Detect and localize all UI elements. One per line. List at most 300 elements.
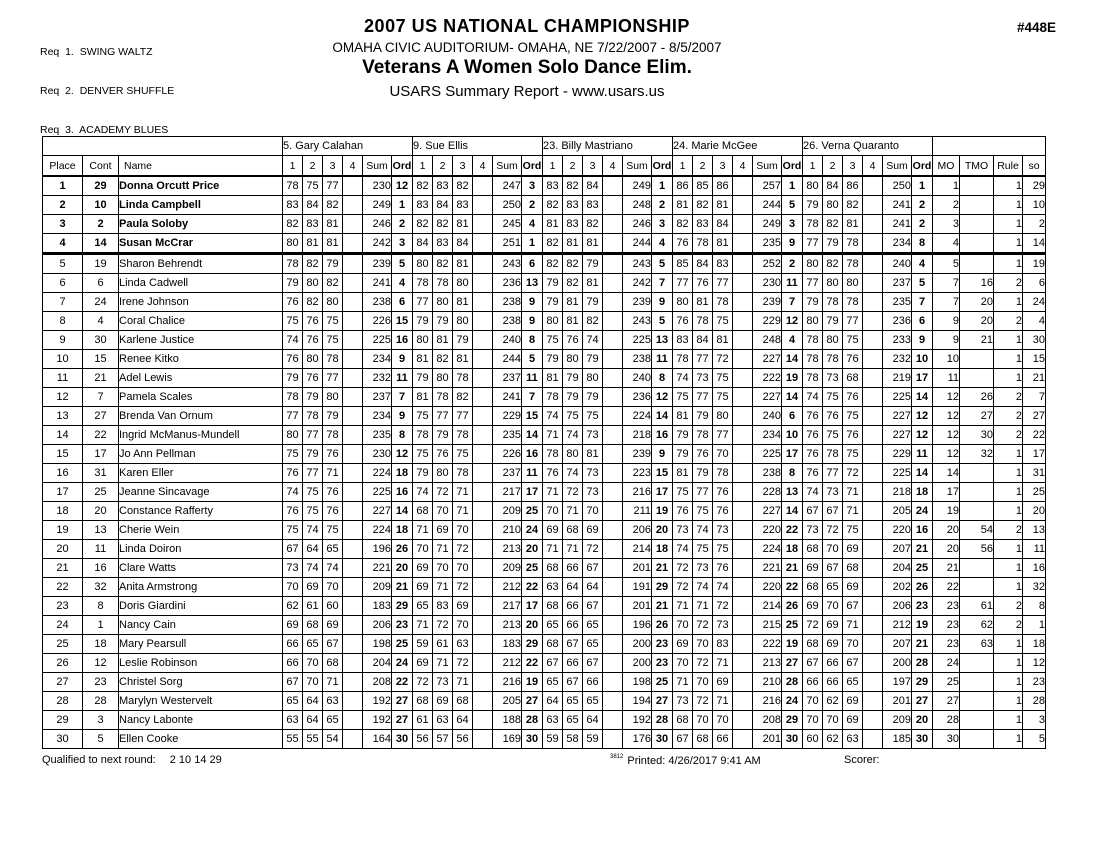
name-header: Name xyxy=(119,156,283,177)
total-majority-ordinal-cell xyxy=(960,196,994,215)
skater-name-cell: Brenda Van Ornum xyxy=(119,407,283,426)
judge-ordinal-cell: 6 xyxy=(782,407,803,426)
judge-score-cell: 83 xyxy=(453,196,473,215)
judge-ordinal-cell: 3 xyxy=(652,215,673,234)
judge-ordinal-cell: 11 xyxy=(522,464,543,483)
judge-score-cell: 74 xyxy=(543,407,563,426)
ord-header: Ord xyxy=(522,156,543,177)
judge-sum-cell: 221 xyxy=(753,559,782,578)
judge-score-cell xyxy=(863,196,883,215)
contestant-number-cell: 1 xyxy=(83,616,119,635)
judge-score-cell: 80 xyxy=(803,176,823,196)
judge-ordinal-cell: 30 xyxy=(782,730,803,749)
judge-score-cell: 64 xyxy=(543,692,563,711)
judge-sum-cell: 208 xyxy=(363,673,392,692)
judge-score-cell: 71 xyxy=(433,578,453,597)
skate-order-cell: 10 xyxy=(1023,196,1046,215)
judge-score-cell: 68 xyxy=(323,654,343,673)
judge-ordinal-cell: 19 xyxy=(912,616,933,635)
judge-score-cell xyxy=(343,692,363,711)
judge-score-cell: 75 xyxy=(323,331,343,350)
judge-ordinal-cell: 9 xyxy=(392,407,413,426)
judge-sum-cell: 197 xyxy=(883,673,912,692)
judge-sum-cell: 213 xyxy=(493,540,522,559)
judge-ordinal-cell: 8 xyxy=(652,369,673,388)
judge-score-cell xyxy=(603,597,623,616)
judge-score-cell: 63 xyxy=(543,711,563,730)
rule-cell: 1 xyxy=(994,196,1023,215)
total-majority-ordinal-cell xyxy=(960,350,994,369)
total-majority-ordinal-cell xyxy=(960,176,994,196)
judge-score-cell: 69 xyxy=(843,711,863,730)
table-row xyxy=(43,293,1046,312)
judge-ordinal-cell: 9 xyxy=(652,293,673,312)
judge-sum-cell: 212 xyxy=(493,578,522,597)
judge-score-cell: 82 xyxy=(823,254,843,274)
judge-score-cell xyxy=(733,521,753,540)
contestant-number-cell: 8 xyxy=(83,597,119,616)
rule-cell: 1 xyxy=(994,654,1023,673)
contestant-number-cell: 32 xyxy=(83,578,119,597)
scorer-label: Scorer: xyxy=(844,754,880,766)
judge-sum-cell: 242 xyxy=(623,274,652,293)
skater-name-cell: Susan McCrar xyxy=(119,234,283,254)
judge-score-cell xyxy=(473,369,493,388)
judge-sum-cell: 232 xyxy=(883,350,912,369)
judge-score-cell: 79 xyxy=(413,312,433,331)
skater-name-cell: Karlene Justice xyxy=(119,331,283,350)
judge-score-cell: 78 xyxy=(673,350,693,369)
judge-sum-cell: 216 xyxy=(493,673,522,692)
judge-score-cell xyxy=(473,234,493,254)
judge-score-cell: 64 xyxy=(453,711,473,730)
judge-score-cell: 74 xyxy=(563,426,583,445)
skater-name-cell: Renee Kitko xyxy=(119,350,283,369)
column-header-row xyxy=(43,156,1046,177)
judge-ordinal-cell: 12 xyxy=(392,176,413,196)
judge-score-cell xyxy=(343,215,363,234)
judge-score-cell xyxy=(603,692,623,711)
judge-score-cell xyxy=(733,234,753,254)
score-col-header: 4 xyxy=(603,156,623,177)
judge-score-cell: 71 xyxy=(453,483,473,502)
judge-ordinal-cell: 11 xyxy=(912,445,933,464)
judge-score-cell xyxy=(473,540,493,559)
judge-sum-cell: 214 xyxy=(623,540,652,559)
skate-order-cell: 20 xyxy=(1023,502,1046,521)
judge-ordinal-cell: 16 xyxy=(522,445,543,464)
print-code: 3812 xyxy=(610,754,624,760)
total-majority-ordinal-cell: 62 xyxy=(960,616,994,635)
place-cell: 14 xyxy=(43,426,83,445)
judge-score-cell xyxy=(473,521,493,540)
judge-sum-cell: 192 xyxy=(623,711,652,730)
majority-ordinal-cell: 25 xyxy=(933,673,960,692)
sum-header: Sum xyxy=(883,156,912,177)
majority-ordinal-cell: 11 xyxy=(933,369,960,388)
judge-score-cell: 81 xyxy=(583,234,603,254)
judge-ordinal-cell: 19 xyxy=(782,369,803,388)
judge-score-cell: 68 xyxy=(803,578,823,597)
judge-score-cell: 75 xyxy=(693,502,713,521)
total-majority-ordinal-cell xyxy=(960,215,994,234)
judge-score-cell xyxy=(343,331,363,350)
judge-ordinal-cell: 11 xyxy=(652,350,673,369)
judge-score-cell: 82 xyxy=(303,293,323,312)
total-majority-ordinal-cell: 27 xyxy=(960,407,994,426)
printed-value: 4/26/2017 9:41 AM xyxy=(668,755,761,767)
table-row xyxy=(43,369,1046,388)
judge-score-cell: 80 xyxy=(303,350,323,369)
table-row xyxy=(43,654,1046,673)
judge-ordinal-cell: 9 xyxy=(912,331,933,350)
judge-ordinal-cell: 11 xyxy=(782,274,803,293)
judge-score-cell: 84 xyxy=(713,215,733,234)
judge-score-cell: 79 xyxy=(413,369,433,388)
skate-order-cell: 17 xyxy=(1023,445,1046,464)
total-majority-ordinal-cell: 54 xyxy=(960,521,994,540)
judge-score-cell: 84 xyxy=(693,331,713,350)
judge-score-cell xyxy=(603,293,623,312)
judge-sum-cell: 206 xyxy=(363,616,392,635)
judge-sum-cell: 208 xyxy=(753,711,782,730)
judge-sum-cell: 211 xyxy=(623,502,652,521)
judge-score-cell xyxy=(343,293,363,312)
judge-score-cell: 79 xyxy=(303,388,323,407)
judge-score-cell: 76 xyxy=(303,331,323,350)
skate-order-cell: 8 xyxy=(1023,597,1046,616)
judge-score-cell: 76 xyxy=(693,274,713,293)
judge-sum-cell: 205 xyxy=(883,502,912,521)
judge-ordinal-cell: 12 xyxy=(912,407,933,426)
judge-score-cell: 67 xyxy=(803,502,823,521)
judge-sum-cell: 215 xyxy=(753,616,782,635)
judge-score-cell: 70 xyxy=(453,559,473,578)
judge-score-cell: 81 xyxy=(453,254,473,274)
judge-score-cell: 75 xyxy=(583,407,603,426)
contestant-number-cell: 15 xyxy=(83,350,119,369)
judge-ordinal-cell: 27 xyxy=(782,654,803,673)
judge-score-cell: 75 xyxy=(713,540,733,559)
judge-score-cell: 55 xyxy=(303,730,323,749)
judge-score-cell xyxy=(863,350,883,369)
skater-name-cell: Mary Pearsull xyxy=(119,635,283,654)
skater-name-cell: Paula Soloby xyxy=(119,215,283,234)
judge-sum-cell: 248 xyxy=(753,331,782,350)
judge-score-cell: 82 xyxy=(543,196,563,215)
total-majority-ordinal-cell xyxy=(960,254,994,274)
judge-score-cell: 70 xyxy=(713,445,733,464)
judge-ordinal-cell: 12 xyxy=(912,426,933,445)
judge-score-cell xyxy=(863,540,883,559)
tmo-header: TMO xyxy=(960,156,994,177)
judge-sum-cell: 225 xyxy=(623,331,652,350)
judge-score-cell: 67 xyxy=(283,540,303,559)
report-number: #448E xyxy=(1016,20,1056,35)
judge-score-cell: 73 xyxy=(693,369,713,388)
judge-score-cell xyxy=(343,673,363,692)
judge-score-cell: 70 xyxy=(843,635,863,654)
judge-score-cell xyxy=(733,426,753,445)
judge-ordinal-cell: 1 xyxy=(392,196,413,215)
table-row xyxy=(43,331,1046,350)
judge-ordinal-cell: 27 xyxy=(912,692,933,711)
judge-score-cell: 79 xyxy=(583,293,603,312)
judge-score-cell: 77 xyxy=(693,388,713,407)
judge-score-cell: 69 xyxy=(823,616,843,635)
judge-sum-cell: 192 xyxy=(363,711,392,730)
judge-score-cell: 76 xyxy=(283,350,303,369)
judge-sum-cell: 164 xyxy=(363,730,392,749)
judge-score-cell: 63 xyxy=(323,692,343,711)
judge-score-cell: 70 xyxy=(693,711,713,730)
judge-score-cell xyxy=(473,464,493,483)
rule-cell: 1 xyxy=(994,711,1023,730)
place-cell: 8 xyxy=(43,312,83,331)
judge-score-cell xyxy=(733,176,753,196)
judge-ordinal-cell: 22 xyxy=(522,654,543,673)
judge-score-cell xyxy=(863,445,883,464)
judge-ordinal-cell: 14 xyxy=(912,464,933,483)
majority-ordinal-cell: 4 xyxy=(933,234,960,254)
judge-score-cell: 70 xyxy=(583,502,603,521)
judge-score-cell: 59 xyxy=(543,730,563,749)
majority-ordinal-cell: 23 xyxy=(933,635,960,654)
judge-score-cell: 75 xyxy=(823,426,843,445)
qualified-line xyxy=(42,754,222,766)
judge-ordinal-cell: 5 xyxy=(392,254,413,274)
majority-ordinal-cell: 2 xyxy=(933,196,960,215)
judge-score-cell xyxy=(863,254,883,274)
judge-score-cell: 74 xyxy=(713,578,733,597)
judge-score-cell xyxy=(603,559,623,578)
judge-score-cell xyxy=(473,254,493,274)
judge-score-cell: 79 xyxy=(803,196,823,215)
judge-score-cell: 76 xyxy=(713,559,733,578)
judge-ordinal-cell: 21 xyxy=(392,578,413,597)
judge-sum-cell: 222 xyxy=(753,369,782,388)
judge-score-cell: 73 xyxy=(673,521,693,540)
table-row xyxy=(43,692,1046,711)
judge-score-cell: 86 xyxy=(673,176,693,196)
judge-ordinal-cell: 24 xyxy=(912,502,933,521)
judge-score-cell: 74 xyxy=(803,388,823,407)
judge-sum-cell: 241 xyxy=(883,196,912,215)
judge-sum-cell: 225 xyxy=(363,331,392,350)
judge-sum-cell: 251 xyxy=(493,234,522,254)
judge-score-cell xyxy=(343,464,363,483)
judge-score-cell: 77 xyxy=(303,464,323,483)
judge-score-cell: 80 xyxy=(323,293,343,312)
judge-score-cell xyxy=(733,331,753,350)
judge-score-cell: 71 xyxy=(453,502,473,521)
place-cell: 28 xyxy=(43,692,83,711)
judge-ordinal-cell: 8 xyxy=(522,331,543,350)
judge-score-cell: 78 xyxy=(453,369,473,388)
judge-ordinal-cell: 8 xyxy=(392,426,413,445)
judge-score-cell: 82 xyxy=(563,274,583,293)
table-row xyxy=(43,176,1046,196)
judge-score-cell: 68 xyxy=(543,635,563,654)
judge-ordinal-cell: 20 xyxy=(522,540,543,559)
judge-score-cell: 66 xyxy=(713,730,733,749)
judge-score-cell: 82 xyxy=(433,215,453,234)
place-cell: 6 xyxy=(43,274,83,293)
judge-ordinal-cell: 26 xyxy=(392,540,413,559)
judge-score-cell: 72 xyxy=(433,616,453,635)
judge-sum-cell: 210 xyxy=(493,521,522,540)
total-majority-ordinal-cell xyxy=(960,730,994,749)
judge-score-cell: 80 xyxy=(433,293,453,312)
judge-score-cell: 76 xyxy=(303,369,323,388)
table-row xyxy=(43,274,1046,293)
judge-ordinal-cell: 14 xyxy=(652,407,673,426)
judge-score-cell: 85 xyxy=(673,254,693,274)
judge-score-cell: 75 xyxy=(323,312,343,331)
judge-score-cell: 75 xyxy=(283,521,303,540)
judge-ordinal-cell: 9 xyxy=(652,445,673,464)
judge-sum-cell: 226 xyxy=(493,445,522,464)
table-row xyxy=(43,730,1046,749)
judge-score-cell: 82 xyxy=(283,215,303,234)
judge-score-cell: 82 xyxy=(323,274,343,293)
judge-ordinal-cell: 13 xyxy=(652,331,673,350)
total-majority-ordinal-cell xyxy=(960,673,994,692)
table-head xyxy=(43,137,1046,177)
judge-score-cell: 78 xyxy=(283,388,303,407)
judge-ordinal-cell: 25 xyxy=(522,559,543,578)
contestant-number-cell: 22 xyxy=(83,426,119,445)
judge-score-cell: 67 xyxy=(283,673,303,692)
judge-ordinal-cell: 15 xyxy=(392,312,413,331)
judge-ordinal-cell: 2 xyxy=(522,196,543,215)
judge-ordinal-cell: 24 xyxy=(782,692,803,711)
judge-score-cell: 74 xyxy=(303,521,323,540)
judge-score-cell: 79 xyxy=(453,331,473,350)
judge-sum-cell: 234 xyxy=(883,234,912,254)
contestant-number-cell: 17 xyxy=(83,445,119,464)
judge-score-cell: 80 xyxy=(303,274,323,293)
judge-ordinal-cell: 5 xyxy=(912,274,933,293)
judge-score-cell: 73 xyxy=(693,559,713,578)
judge-sum-cell: 243 xyxy=(493,254,522,274)
judge-score-cell: 68 xyxy=(673,711,693,730)
judge-score-cell: 78 xyxy=(283,254,303,274)
judge-score-cell: 75 xyxy=(453,445,473,464)
judge-score-cell: 81 xyxy=(543,215,563,234)
judge-score-cell: 77 xyxy=(803,234,823,254)
judge-score-cell: 80 xyxy=(673,293,693,312)
judge-sum-cell: 206 xyxy=(623,521,652,540)
judge-sum-cell: 239 xyxy=(623,293,652,312)
judge-ordinal-cell: 26 xyxy=(652,616,673,635)
judge-score-cell: 67 xyxy=(563,673,583,692)
table-row xyxy=(43,388,1046,407)
judge-score-cell xyxy=(603,388,623,407)
judge-sum-cell: 216 xyxy=(753,692,782,711)
judge-score-cell: 86 xyxy=(713,176,733,196)
judge-score-cell: 78 xyxy=(453,464,473,483)
judge-score-cell: 76 xyxy=(803,407,823,426)
judge-score-cell: 69 xyxy=(843,578,863,597)
mo-header: MO xyxy=(933,156,960,177)
place-cell: 4 xyxy=(43,234,83,254)
judge-ordinal-cell: 18 xyxy=(782,540,803,559)
judge-ordinal-cell: 19 xyxy=(522,673,543,692)
judge-score-cell: 70 xyxy=(303,654,323,673)
judge-ordinal-cell: 17 xyxy=(912,369,933,388)
judge-sum-cell: 201 xyxy=(623,559,652,578)
judge-score-cell xyxy=(863,730,883,749)
judge-score-cell: 77 xyxy=(323,176,343,196)
judge-sum-cell: 192 xyxy=(363,692,392,711)
judge-score-cell xyxy=(863,464,883,483)
judge-sum-cell: 218 xyxy=(883,483,912,502)
judge-score-cell: 71 xyxy=(843,483,863,502)
judge-ordinal-cell: 15 xyxy=(522,407,543,426)
place-cell: 7 xyxy=(43,293,83,312)
judge-ordinal-cell: 2 xyxy=(912,215,933,234)
judge-score-cell: 75 xyxy=(323,521,343,540)
judge-sum-cell: 220 xyxy=(753,521,782,540)
judge-score-cell xyxy=(473,597,493,616)
skate-order-cell: 25 xyxy=(1023,483,1046,502)
judge-score-cell: 56 xyxy=(413,730,433,749)
judge-score-cell: 72 xyxy=(673,559,693,578)
judge-score-cell: 65 xyxy=(583,616,603,635)
judge-score-cell xyxy=(733,730,753,749)
contestant-number-cell: 16 xyxy=(83,559,119,578)
judge-score-cell: 82 xyxy=(563,176,583,196)
judge-score-cell xyxy=(343,521,363,540)
judge-ordinal-cell: 27 xyxy=(392,711,413,730)
judge-score-cell: 75 xyxy=(713,369,733,388)
skater-name-cell: Pamela Scales xyxy=(119,388,283,407)
judge-ordinal-cell: 3 xyxy=(392,234,413,254)
judge-score-cell: 81 xyxy=(563,234,583,254)
judge-ordinal-cell: 26 xyxy=(782,597,803,616)
judge-score-cell: 69 xyxy=(843,692,863,711)
judge-score-cell xyxy=(733,635,753,654)
judge-score-cell: 59 xyxy=(583,730,603,749)
judge-score-cell: 78 xyxy=(433,388,453,407)
judge-score-cell xyxy=(473,502,493,521)
judge-score-cell xyxy=(733,196,753,215)
judge-score-cell: 69 xyxy=(413,654,433,673)
score-col-header: 1 xyxy=(803,156,823,177)
judge-ordinal-cell: 25 xyxy=(912,559,933,578)
majority-ordinal-cell: 7 xyxy=(933,293,960,312)
judge-score-cell: 81 xyxy=(583,445,603,464)
judge-score-cell: 82 xyxy=(413,215,433,234)
judge-score-cell: 66 xyxy=(823,673,843,692)
judge-sum-cell: 234 xyxy=(363,350,392,369)
judge-score-cell: 69 xyxy=(413,578,433,597)
judge-score-cell: 76 xyxy=(843,388,863,407)
judge-score-cell xyxy=(343,445,363,464)
majority-ordinal-cell: 1 xyxy=(933,176,960,196)
judge-score-cell: 81 xyxy=(843,215,863,234)
judge-score-cell: 65 xyxy=(583,635,603,654)
rule-cell: 1 xyxy=(994,176,1023,196)
judge-score-cell: 78 xyxy=(543,388,563,407)
judge-sum-cell: 249 xyxy=(363,196,392,215)
ord-header: Ord xyxy=(782,156,803,177)
judge-ordinal-cell: 14 xyxy=(912,388,933,407)
judge-sum-cell: 227 xyxy=(753,502,782,521)
skater-name-cell: Donna Orcutt Price xyxy=(119,176,283,196)
judge-score-cell: 68 xyxy=(453,692,473,711)
